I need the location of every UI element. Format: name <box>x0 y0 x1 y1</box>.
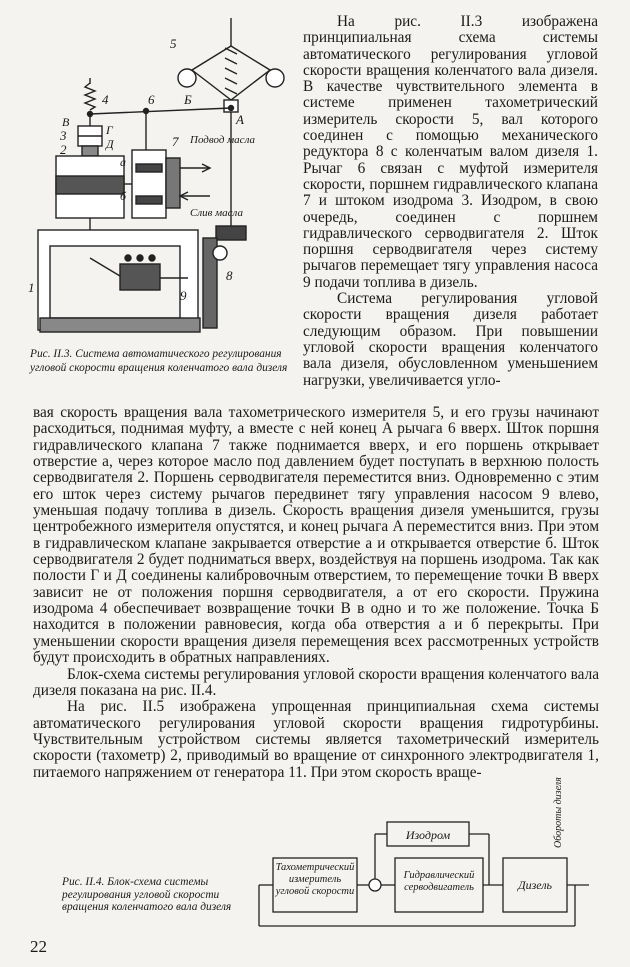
label-5: 5 <box>170 36 177 51</box>
hydraulic-valve <box>124 111 210 218</box>
label-2: 2 <box>60 142 67 157</box>
figure-2-caption: Рис. II.4. Блок-схема системы регулирования угловой скорости вращения коленчатого вала дизеля <box>62 876 232 914</box>
block-diesel-label: Дизель <box>517 878 553 892</box>
paragraph-2-continued: вая скорость вращения вала тахометрического измерителя 5, и его грузы начинают расходиться, поднимая муфту, а вместе с ней конец A рычага 6 вверх. Шток поршня гидравлического клапана 7 также поднимается вверх, и его поршень открывает отверстие а, через которое масло под давлением будет поступать в верхнюю полость серводвигателя 2. Поршень серводвигателя переместится вниз. Одновременно с этим его шток через систему рычагов передвинет тягу управления насосом 9 влево, уменьшая подачу топлива в дизель. Скорость вращения дизеля уменьшится, грузы центробежного измерителя опустятся, и конец рычага A переместится вниз. При этом в гидравлическом клапане закрывается отверстие а и открывается отверстие б. Шток серводвигателя 2 будет подниматься вверх, воздействуя на поршень изодрома. Так как полости Г и Д соединены калибровочным отверстием, то перемещение точки В вверх зависит не от положения поршня серводвигателя, а от его скорости. Пружина изодрома 4 обеспечивает возвращение точки В в одно и то же положение. Точка Б находится в положении равновесия, когда оба отверстия а и б перекрыты. При уменьшении скорости вращения дизеля перемещения всех рассмотренных устройств будут происходить в обратных направлениях. <box>33 404 599 667</box>
label-g: Г <box>106 123 113 137</box>
label-oil-supply: Подвод масла <box>190 134 255 146</box>
label-7: 7 <box>172 134 179 149</box>
diesel-engine <box>38 230 200 332</box>
right-column-text <box>303 14 598 389</box>
block-izodrom-label: Изодром <box>405 828 451 842</box>
figure-1-caption: Рис. II.3. Система автоматического регулирования угловой скорости вращения коленчатого вала дизеля <box>30 348 288 374</box>
label-oil-drain: Слив масла <box>190 207 243 219</box>
isodrome <box>78 78 102 156</box>
label-v: В <box>62 115 70 129</box>
figure-governor-schematic <box>20 8 320 343</box>
label-b-small: б <box>120 189 127 203</box>
gear-reducer <box>203 226 246 328</box>
label-d: Д <box>106 137 114 151</box>
label-b-top: Б <box>184 92 192 107</box>
lever-6 <box>88 106 234 117</box>
label-1: 1 <box>28 280 35 295</box>
paragraph-4: На рис. II.5 изображена упрощенная принципиальная схема системы автоматического регулирования угловой скорости вращения гидротурбины. Чувствительным устройством системы является тахометрический измеритель скорости (тахометр) 2, приводимый во вращение от синхронного электродвигателя 1, питаемого напряжением от генератора 11. При этом скорость враще- <box>33 698 599 781</box>
paragraph-1: На рис. II.3 изображена принципиальная схема системы автоматического регулирования угловой скорости вращения коленчатого вала дизеля. В качестве чувствительного элемента в системе применен тахометрический измеритель скорости 5, вал которого соединен с помощью механического редуктора 8 с коленчатым валом дизеля 1. Рычаг 6 связан с муфтой измерителя скорости, поршнем гидравлического клапана 7 и штоком изодрома 3. Изодром, в свою очередь, соединен с поршнем гидравлического серводвигателя 2. Шток поршня серводвигателя через систему рычагов перемещает тягу управления насоса 9 подачи топлива в дизель. <box>303 13 598 291</box>
label-a: A <box>236 112 244 127</box>
label-a-small: а <box>120 155 126 169</box>
paragraph-2-start: Система регулирования угловой скорости вращения дизеля работает следующим образом. При повышении угловой скорости вращения коленчатого вала дизеля, обусловленном уменьшением нагрузки, увеличивается угло- <box>303 290 598 389</box>
label-4: 4 <box>102 92 109 107</box>
output-label: Обороты дизеля <box>553 777 564 848</box>
block-tacho-label: Тахометрический измеритель угловой скорости <box>275 862 355 897</box>
label-3: 3 <box>60 128 67 143</box>
label-6: 6 <box>148 92 155 107</box>
main-body-text <box>33 405 599 781</box>
block-servo-label: Гидравлический серводвигатель <box>403 870 475 893</box>
label-8: 8 <box>226 268 233 283</box>
page-number: 22 <box>30 937 47 956</box>
paragraph-3: Блок-схема системы регулирования угловой скорости вращения коленчатого вала дизеля показана на рис. II.4. <box>33 665 599 699</box>
figure-block-diagram <box>255 777 605 940</box>
summing-node <box>369 879 381 891</box>
label-9: 9 <box>180 288 187 303</box>
